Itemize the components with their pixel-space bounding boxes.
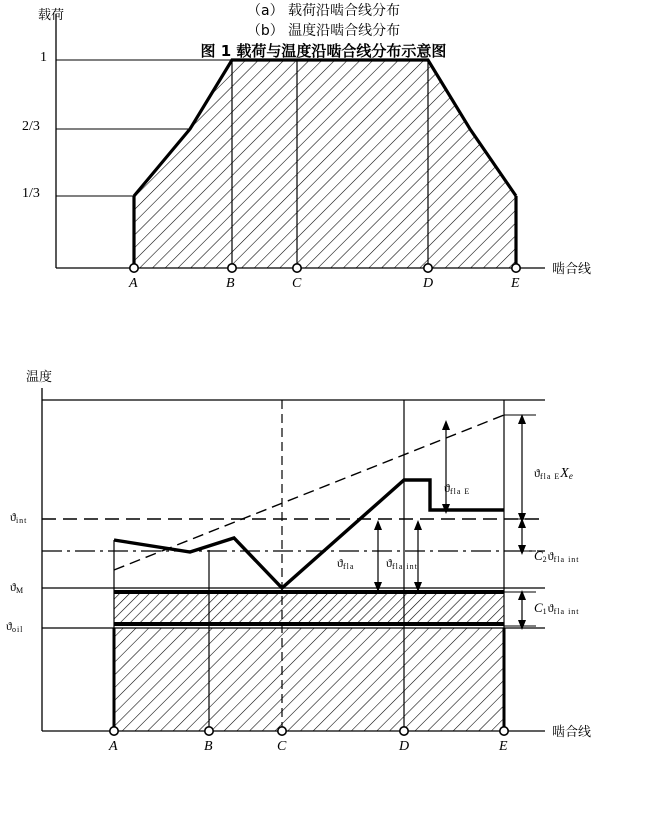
- c1-subscript: 1: [542, 607, 548, 616]
- panel-b-point-b: B: [204, 739, 213, 754]
- panel-a-ytick-3: 1/3: [22, 186, 40, 201]
- theta-fla-e-symbol: ϑ: [444, 481, 450, 495]
- panel-a-point-e: E: [511, 276, 520, 291]
- label-theta-m: [10, 580, 24, 595]
- panel-a-point-a: A: [129, 276, 138, 291]
- c2-subscript: 2: [542, 555, 548, 564]
- panel-b-point-a: A: [109, 739, 118, 754]
- label-theta-int: [10, 510, 27, 525]
- panel-a-ytick-2: 2/3: [22, 119, 40, 134]
- c1-theta-symbol: ϑ: [547, 601, 554, 615]
- theta-fla-int-subscript: fla int: [391, 562, 418, 571]
- theta-m-subscript: M: [15, 586, 25, 595]
- theta-oil-symbol: ϑ: [6, 619, 12, 633]
- panel-a-point-c: C: [292, 276, 302, 291]
- c1-theta-subscript: fla int: [553, 607, 580, 616]
- label-theta-fla-int: [386, 556, 418, 571]
- theta-fla-e-xe-symbol: ϑ: [534, 466, 540, 480]
- theta-fla-int-symbol: ϑ: [386, 556, 392, 570]
- figure-main-caption: 图 1 载荷与温度沿啮合线分布示意图: [200, 42, 447, 60]
- theta-fla-e-xe-subscript: fla E: [539, 472, 561, 481]
- c2-symbol: C: [534, 548, 543, 563]
- label-c2-theta-fla-int: [534, 548, 580, 564]
- panel-b-body-hatch: [114, 628, 504, 731]
- panel-b-x-axis-label: 啮合线: [552, 725, 592, 740]
- label-theta-oil: [6, 619, 23, 634]
- theta-fla-e-subscript: fla E: [449, 487, 471, 496]
- panel-a-x-axis-label: 啮合线: [552, 262, 592, 277]
- panel-a-point-b: B: [226, 276, 235, 291]
- theta-fla-symbol: ϑ: [337, 556, 343, 570]
- label-theta-fla-e: [444, 481, 470, 496]
- panel-a-point-d: D: [423, 276, 434, 291]
- c2-theta-symbol: ϑ: [547, 549, 554, 563]
- label-c1-theta-fla-int: [534, 600, 580, 616]
- theta-oil-subscript: oil: [11, 625, 24, 634]
- xe-variable-subscript: e: [568, 471, 573, 481]
- c1-symbol: C: [534, 600, 543, 615]
- panel-b-bulk-band: [114, 592, 504, 624]
- panel-b-caption: （b） 温度沿啮合线分布: [246, 23, 401, 39]
- panel-a-caption: （a） 载荷沿啮合线分布: [246, 3, 401, 19]
- panel-a-load-profile: [134, 60, 516, 268]
- panel-a-y-axis-label: 载荷: [38, 8, 65, 23]
- theta-int-symbol: ϑ: [10, 510, 16, 524]
- panel-b-point-c: C: [277, 739, 287, 754]
- xe-variable: X: [560, 466, 569, 481]
- panel-b-y-axis-label: 温度: [26, 370, 53, 385]
- theta-m-symbol: ϑ: [10, 580, 16, 594]
- theta-int-subscript: int: [15, 516, 28, 525]
- label-theta-fla-e-xe: [534, 466, 573, 482]
- label-theta-fla: [337, 556, 354, 571]
- panel-a-ytick-1: 1: [40, 50, 47, 65]
- panel-b-point-e: E: [499, 739, 508, 754]
- theta-fla-subscript: fla: [342, 562, 355, 571]
- c2-theta-subscript: fla int: [553, 555, 580, 564]
- panel-b-point-d: D: [399, 739, 410, 754]
